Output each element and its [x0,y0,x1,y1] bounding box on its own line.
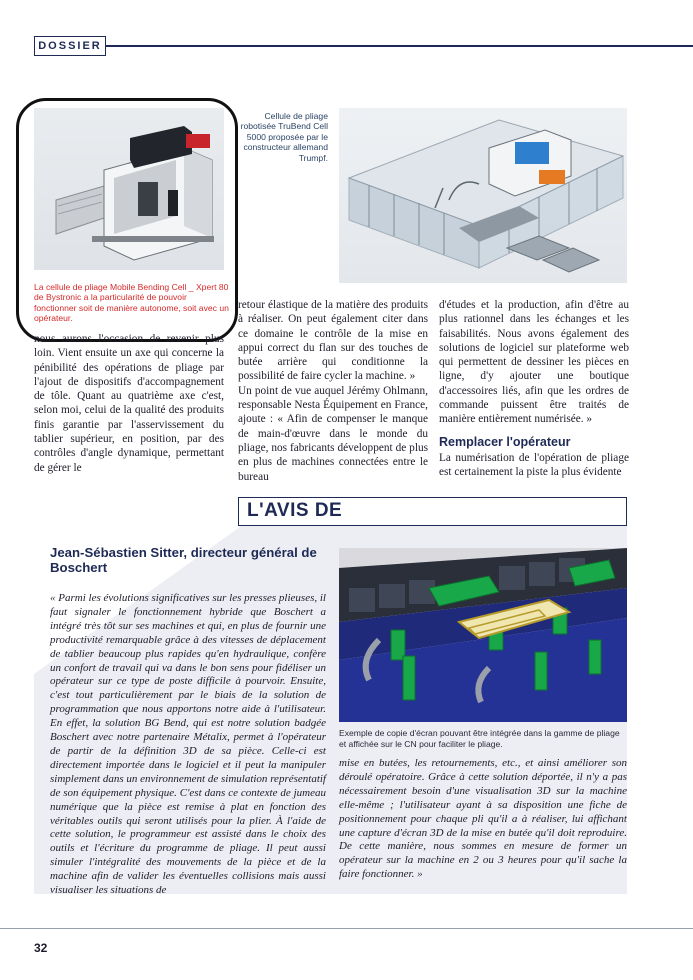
annotation-circle [16,98,238,342]
paragraph: d'études et la production, afin d'être au plus rationnel dans les échanges et les faisabilités. Nous avons également des solutions de logiciel sur plateforme web qui permettent de dessiner les pièces en ligne, d'y ajouter une boutique d'accessoires liés, afin que les ordres de commande puissent être traités de manière entièrement numérisée. » [439,299,629,426]
paragraph: nous aurons l'occasion de revenir plus loin. Vient ensuite un axe qui concerne la pénibilité des opérations de pliage par l'ajout de dispositifs d'accompagnement de tôle. Quant au quatrième axe c'est, selon moi, celui de la qualité des produits finis garantie par l'asservissement du tablier supérieur, en position, par des contrôles d'angle dynamique, permettant de gérer le [34,333,224,474]
interview-quote-part-2: mise en butées, les retournements, etc., et ainsi améliorer son déroulé opératoire. Grâce à cette solution déportée, il n'y a pas nécessairement besoin d'une visualisation 3D sur la machine elle-même ; l'utilisateur ayant à sa disposition une fiche de positionnement pour chaque pli qu'il a à réaliser, lui affichant une capture d'écran 3D de la mise en butée qu'il doit reproduire. De cette manière, nous sommes en mesure de former un opérateur sur la machine en 2 ou 3 heures pour qu'il sache la faire fonctionner. » [339,757,627,881]
interview-quote-part-1: « Parmi les évolutions significatives sur les presses plieuses, il faut signaler le fonctionnement hybride que Boschert a intégré très tôt sur ses machines et qui, en plus de fournir une productivité remarquable grâce à des vitesses de déplacement de tablier beaucoup plus rapides qu'en hydraulique, confère un confort de travail qui va dans le bon sens pour fidéliser un opérateur sur ce type de poste difficile à pourvoir. Ensuite, c'est tout particulièrement par le biais de la solution de programmation que nous apportons notre aide à l'utilisateur. En effet, la solution BG Bend, qui est notre solution badgée Boschert avec notre partenaire Métalix, permet à l'opérateur de partir de la définition 3D de sa pièce. Celle-ci est directement importée dans le logiciel et il peut la manipuler simplement dans un environnement de simulation représentatif de son équipement physique. C'est dans ce contexte de jumeau numérique que la pièce est remise à plat en fonction des véritables outils qui seront utilisés pour la plier. À l'aide de cette solution, le programmeur est assisté dans le choix des outils et l'écriture du programme de pliage. Il peut aussi simuler l'intégralité des mouvements de la pièce et de la machine afin de valider les éventuelles collisions mais aussi visualiser les situations de [50,592,326,897]
footer-rule [0,928,693,929]
avis-title: L'AVIS DE [247,500,343,521]
cad-caption: Exemple de copie d'écran pouvant être intégrée dans la gamme de pliage et affichée sur le CN pour faciliter le pliage. [339,728,620,749]
interviewee-name: Jean-Sébastien Sitter, directeur général de Boschert [50,545,317,575]
paragraph: Un point de vue auquel Jérémy Ohlmann, responsable Nesta Équipement en France, ajoute : « Afin de compenser le manque de main-d'œuvre dans le monde du pliage, nos fabricants développent de plus en plus de machines connectées entre le bureau [238,384,428,483]
paragraph: La numérisation de l'opération de pliage est certainement la piste la plus évidente [439,451,629,479]
article-column-1 [34,333,224,475]
section-tag: DOSSIER [34,36,106,56]
trumpf-caption: Cellule de pliage robotisée TruBend Cell 5000 proposée par le constructeur allemand Trumpf. [240,111,328,163]
article-column-2 [238,298,428,484]
trumpf-cell-photo [339,108,627,283]
page-number: 32 [34,941,48,955]
robot-cell-illustration [339,108,627,283]
cad-screenshot [339,548,627,722]
header-rule [106,45,693,47]
subheading: Remplacer l'opérateur [439,434,571,449]
article-column-3 [439,298,629,480]
paragraph: retour élastique de la matière des produits à réaliser. On peut également citer dans ce domaine le contrôle de la mise en appui correct du flan sur des touches de butée arrière qui conditionne la possibilité de faire cycler la machine. » [238,299,428,383]
cad-bending-illustration [339,548,627,722]
bystronic-caption: La cellule de pliage Mobile Bending Cell _ Xpert 80 de Bystronic a la particularité de pouvoir fonctionner soit de manière autonome, soit avec un opérateur. [34,282,229,323]
